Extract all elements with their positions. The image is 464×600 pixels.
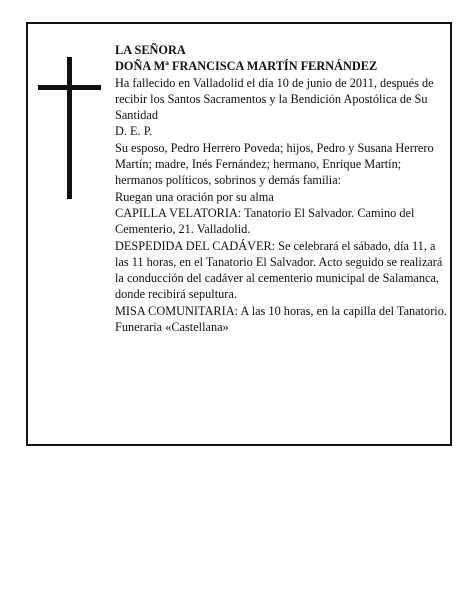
- community-mass: MISA COMUNITARIA: A las 10 horas, en la capilla del Tanatorio.: [115, 303, 447, 318]
- cross-icon-vertical-bar: [67, 57, 72, 199]
- prayer-request: Ruegan una oración por su alma: [115, 189, 274, 204]
- death-announcement: Ha fallecido en Valladolid el día 10 de junio de 2011, después de recibir los Santos Sacramentos y la Bendición Apostólica de Su Santidad: [115, 75, 434, 123]
- cross-icon-horizontal-bar: [38, 85, 101, 90]
- obituary-notice: [26, 22, 452, 446]
- family-list: Su esposo, Pedro Herrero Poveda; hijos, Pedro y Susana Herrero Martín; madre, Inés Fernández; hermano, Enrique Martín; hermanos políticos, sobrinos y demás familia:: [115, 140, 434, 188]
- farewell-details: DESPEDIDA DEL CADÁVER: Se celebrará el sábado, día 11, a las 11 horas, en el Tanatorio El Salvador. Acto seguido se realizará la conducción del cadáver al cementerio municipal de Salamanca, donde recibirá sepultura.: [115, 238, 443, 302]
- rip-line: D. E. P.: [115, 124, 153, 139]
- deceased-name: DOÑA Mª FRANCISCA MARTÍN FERNÁNDEZ: [115, 59, 378, 74]
- notice-text-block: [115, 42, 447, 335]
- funeral-home: Funeraria «Castellana»: [115, 320, 229, 335]
- notice-title: LA SEÑORA: [115, 43, 186, 57]
- wake-location: CAPILLA VELATORIA: Tanatorio El Salvador. Camino del Cementerio, 21. Valladolid.: [115, 205, 415, 237]
